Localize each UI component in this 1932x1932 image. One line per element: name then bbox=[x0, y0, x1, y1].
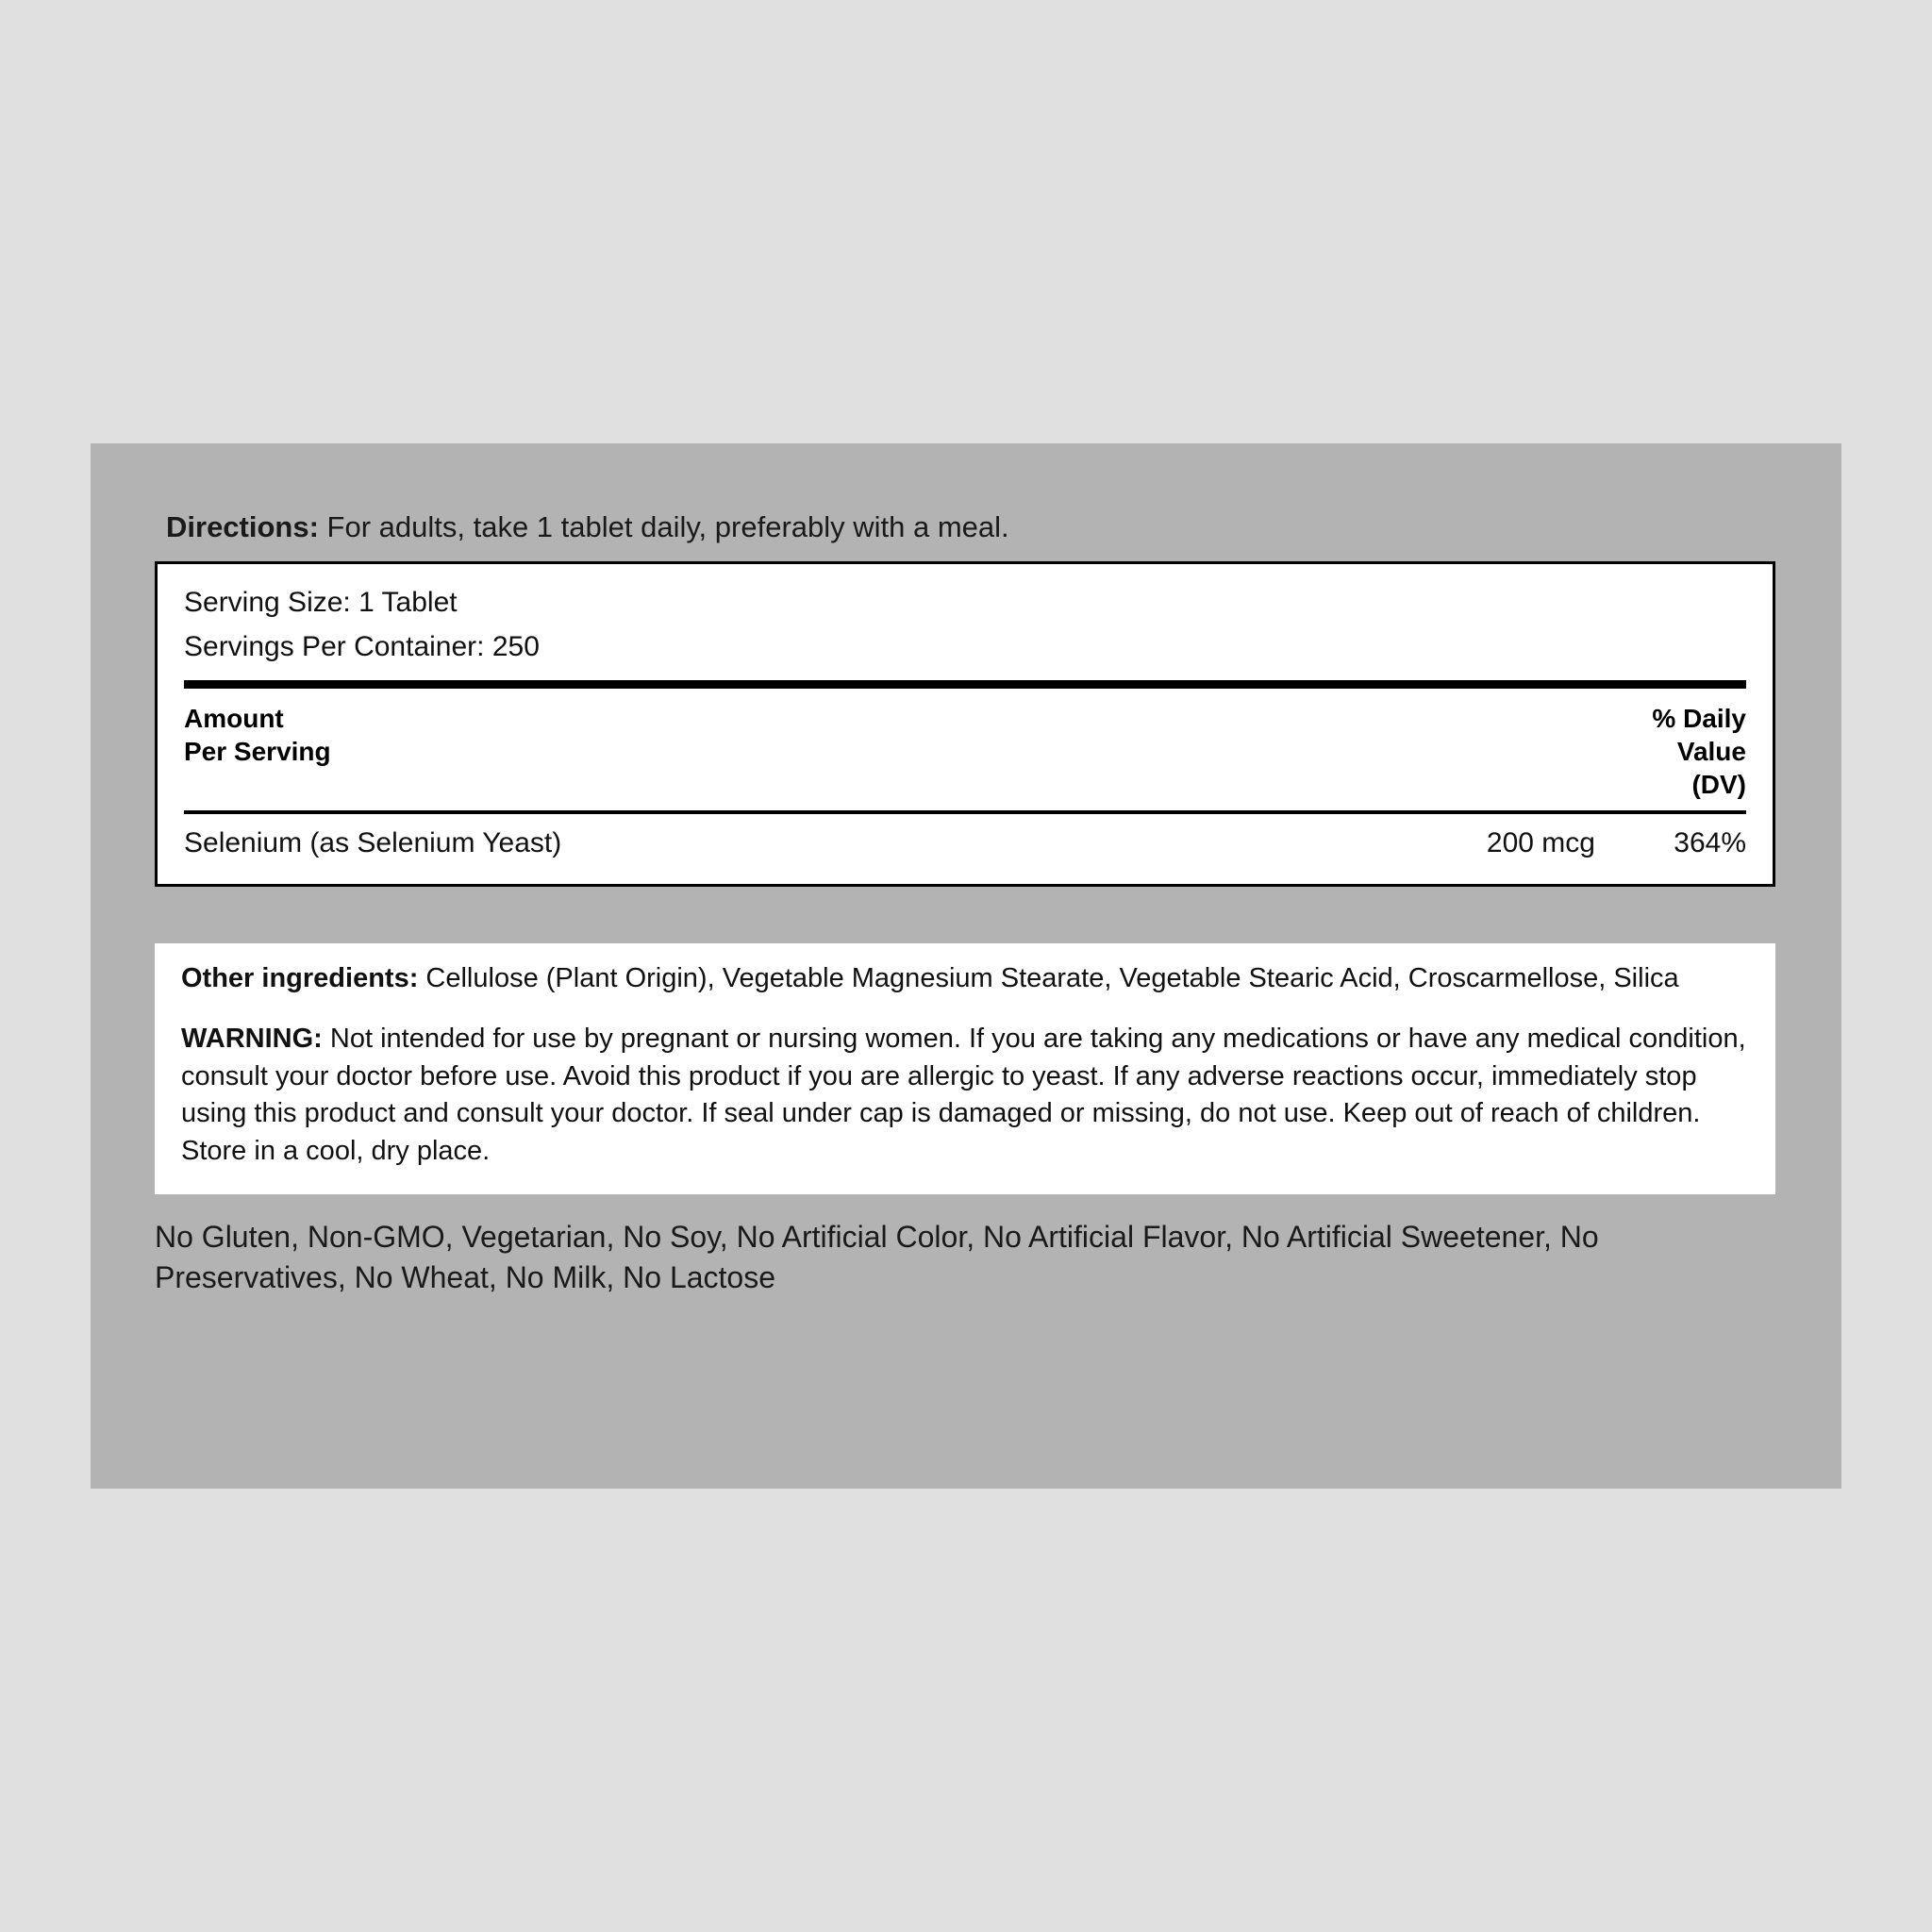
other-ingredients bbox=[181, 960, 1749, 996]
directions-label: Directions: bbox=[166, 510, 319, 543]
amount-heading-line2: Per Serving bbox=[184, 737, 331, 766]
nutrient-name: Selenium (as Selenium Yeast) bbox=[184, 827, 562, 858]
dv-heading-line1: % Daily bbox=[1652, 704, 1746, 733]
amount-heading-line1: Amount bbox=[184, 704, 284, 733]
product-claims: No Gluten, Non-GMO, Vegetarian, No Soy, No Artificial Color, No Artificial Flavor, No Artificial Sweetener, No Preservatives, No Wheat, No Milk, No Lactose bbox=[155, 1220, 1599, 1295]
other-ingredients-text: Cellulose (Plant Origin), Vegetable Magnesium Stearate, Vegetable Stearic Acid, Croscarmellose, Silica bbox=[418, 963, 1679, 993]
nutrient-daily-value: 364% bbox=[1674, 827, 1746, 858]
warning-paragraph bbox=[181, 1021, 1749, 1170]
directions-line bbox=[166, 509, 1785, 546]
supplement-facts-table bbox=[155, 561, 1775, 887]
table-row bbox=[184, 814, 1746, 871]
dv-heading-line3: (DV) bbox=[1691, 770, 1746, 799]
servings-per-container: Servings Per Container: 250 bbox=[184, 630, 540, 662]
dv-heading-line2: Value bbox=[1676, 737, 1746, 766]
nutrient-amount: 200 mcg bbox=[1486, 827, 1595, 858]
other-ingredients-label: Other ingredients: bbox=[181, 963, 419, 993]
serving-size: Serving Size: 1 Tablet bbox=[184, 587, 458, 618]
warning-text: Not intended for use by pregnant or nursing women. If you are taking any medications or have any medical condition, consult your doctor before use. Avoid this product if you are allergic to yeast. If any adverse reactions occur, immediately stop using this product and consult your doctor. If seal under cap is damaged or missing, do not use. Keep out of reach of children. Store in a cool, dry place. bbox=[181, 1024, 1746, 1166]
table-header-row bbox=[184, 689, 1746, 810]
supplement-facts-panel bbox=[91, 443, 1841, 1489]
daily-value-heading bbox=[1652, 702, 1746, 801]
warning-label: WARNING: bbox=[181, 1024, 323, 1055]
amount-per-serving-heading bbox=[184, 702, 331, 768]
directions-text: For adults, take 1 tablet daily, preferably with a meal. bbox=[318, 510, 1009, 543]
ingredients-warning-box bbox=[155, 943, 1775, 1194]
divider-thick-top bbox=[184, 680, 1746, 689]
